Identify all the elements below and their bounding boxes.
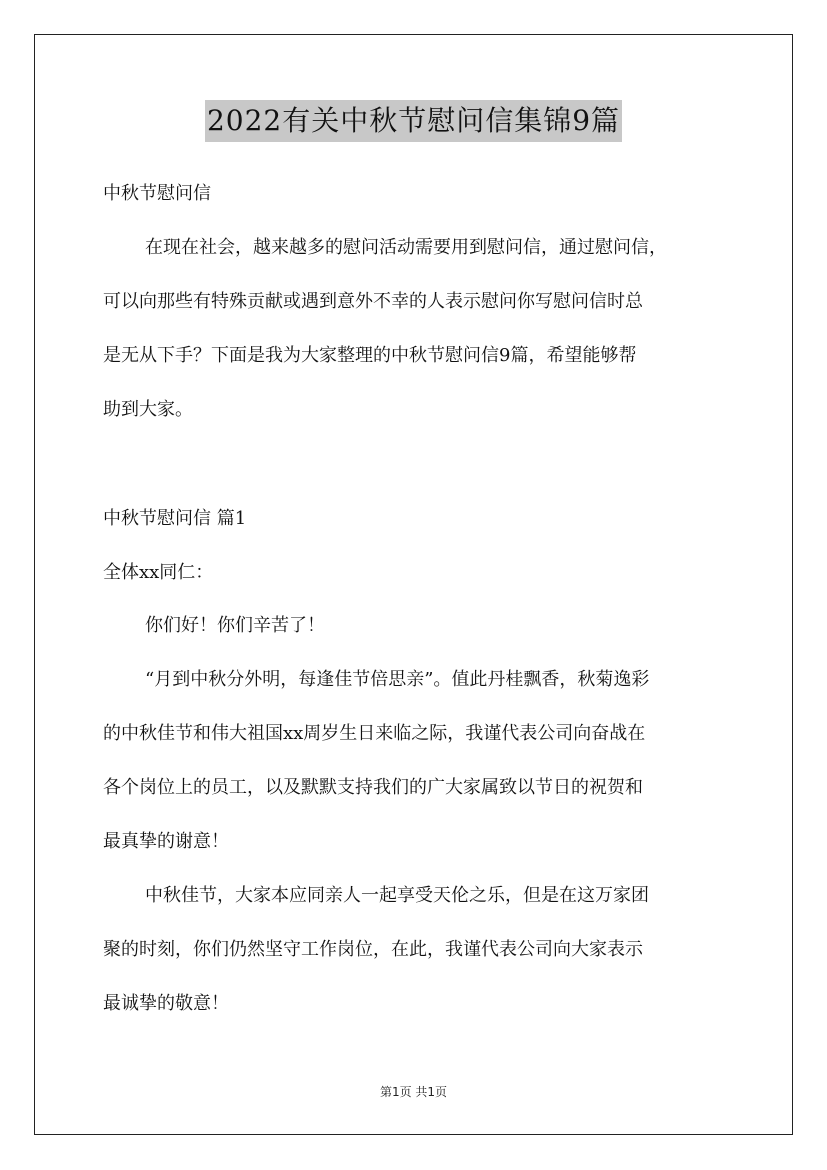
paragraph-line: 聚的时刻，你们仍然坚守工作岗位，在此，我谨代表公司向大家表示 xyxy=(103,939,643,960)
title-container xyxy=(0,100,827,142)
intro-line: 助到大家。 xyxy=(103,399,193,420)
greeting: 你们好！你们辛苦了！ xyxy=(145,615,325,636)
intro-line: 是无从下手？下面是我为大家整理的中秋节慰问信9篇，希望能够帮 xyxy=(103,345,637,366)
paragraph-line: 的中秋佳节和伟大祖国xx周岁生日来临之际，我谨代表公司向奋战在 xyxy=(103,723,646,744)
letter-heading: 中秋节慰问信 篇1 xyxy=(103,508,247,529)
paragraph-line: “月到中秋分外明，每逢佳节倍思亲”。值此丹桂飘香，秋菊逸彩 xyxy=(145,669,650,690)
paragraph-line: 各个岗位上的员工，以及默默支持我们的广大家属致以节日的祝贺和 xyxy=(103,777,643,798)
intro-line: 在现在社会，越来越多的慰问活动需要用到慰问信，通过慰问信， xyxy=(145,237,667,258)
page-footer: 第1页 共1页 xyxy=(379,1085,448,1099)
paragraph-line: 中秋佳节，大家本应同亲人一起享受天伦之乐，但是在这万家团 xyxy=(145,885,649,906)
salutation: 全体xx同仁： xyxy=(103,562,214,583)
document-title: 2022有关中秋节慰问信集锦9篇 xyxy=(205,100,622,142)
intro-line: 可以向那些有特殊贡献或遇到意外不幸的人表示慰问你写慰问信时总 xyxy=(103,291,643,312)
paragraph-line: 最诚挚的敬意！ xyxy=(103,993,229,1014)
section-heading: 中秋节慰问信 xyxy=(103,183,211,204)
paragraph-line: 最真挚的谢意！ xyxy=(103,831,229,852)
